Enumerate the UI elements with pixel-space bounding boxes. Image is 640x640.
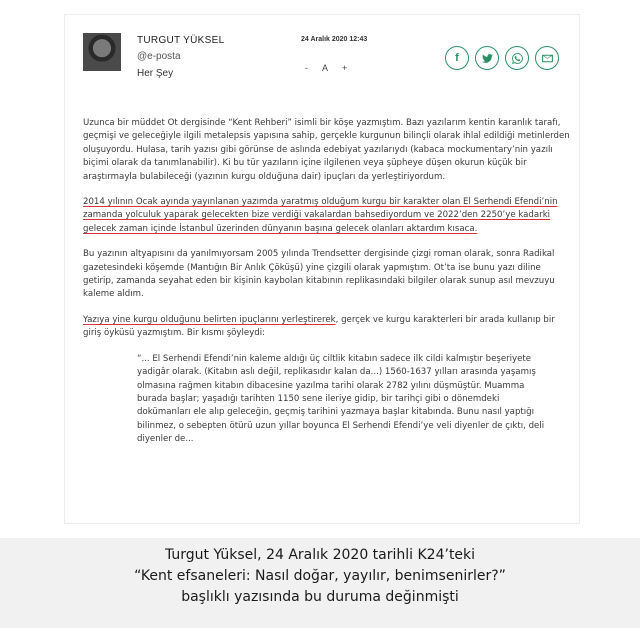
image-caption <box>0 538 640 628</box>
author-email[interactable]: @e-posta <box>137 51 181 62</box>
block-quote: “... El Serhendi Efendi’nin kaleme aldığı üç ciltlik kitabın sadece ilk cildi kalmıştır beşeriyete yadigâr olarak. (Kitabın aslı değil, replikasıdır kalan da...) 1560-1637 yılları arasında yaşamış olmasına rağmen kitabın dibacesine yazılma tarihi olarak 2782 yılını düşmüştür. Muamma burada başlar; yaşadığı tarihten 1150 sene ileriye gidip, bir tarihçi gibi o dönemdeki dokümanları ele alıp geleceğin, geçmiş tarihini yazmaya başlar kitabında. Bunu nasıl yaptığı bilinmez, o sebepten ötürü uzun yıllar boyunca El Serhendi Efendi’ye veli diyenler de çıktı, deli diyenler de... <box>137 353 545 445</box>
font-increase-button[interactable]: + <box>342 63 348 73</box>
email-share-button[interactable] <box>535 46 559 70</box>
author-avatar[interactable] <box>83 33 121 71</box>
share-buttons <box>445 46 559 70</box>
author-category[interactable]: Her Şey <box>137 68 174 79</box>
paragraph-intro: Uzunca bir müddet Ot dergisinde “Kent Rehberi” isimli bir köşe yazmıştım. Bazı yazılarım kentin karanlık tarafı, geçmişi ve geleceğiyle ilgili metalepsis yapısına sahip, gerçekle kurgunun bilinçli olarak ihlal edildiği metinlerden oluşuyordu. Hulasa, tarih yazısı gibi görünse de aslında edebiyat yazılarıydı (kabaca mockumentary’nin yazılı biçimi olarak da tanımlanabilir). Ki bu tür yazıların içine ilgilenen veya şüpheye düşen okurun küçük bir araştırmayla bulabileceği (yazının kurgu olduğuna dair) ipuçları da yerleştiriyordum. <box>83 118 570 182</box>
article-card <box>64 14 580 524</box>
author-name[interactable]: TURGUT YÜKSEL <box>137 35 225 46</box>
twitter-icon <box>481 52 494 65</box>
twitter-share-button[interactable] <box>475 46 499 70</box>
font-size-controls <box>305 63 347 73</box>
caption-line-2: “Kent efsaneleri: Nasıl doğar, yayılır, benimsenirler?” <box>134 568 506 584</box>
paragraph-clues <box>83 314 571 341</box>
paragraph-clues-rest: , gerçek ve kurgu karakterleri bir arada kullanıp bir giriş öyküsü yazmıştım. Bir kısmı şöyleydi: <box>83 314 555 339</box>
article-header <box>65 15 579 95</box>
paragraph-background: Bu yazının altyapısını da yanılmıyorsam 2005 yılında Trendsetter dergisinde çizgi roman olarak, sonra Radikal gazetesindeki köşemde (Mantığın Bir Anlık Çöküşü) yine çizgili olarak yapmıştım. Ot’ta ise bunu yazı diline getirip, zamanda seyahat eden bir kişinin kaybolan kitabının replikasındaki bilgiler olarak sunup asıl mevzuyu kaleme aldım. <box>83 249 555 300</box>
whatsapp-icon <box>511 52 524 65</box>
highlighted-phrase: Yazıya yine kurgu olduğunu belirten ipuçlarını yerleştirerek <box>83 314 336 325</box>
facebook-icon: f <box>455 52 459 64</box>
envelope-icon <box>541 52 554 65</box>
whatsapp-share-button[interactable] <box>505 46 529 70</box>
caption-line-1: Turgut Yüksel, 24 Aralık 2020 tarihli K24’teki <box>164 547 476 563</box>
article-body <box>83 117 571 447</box>
font-decrease-button[interactable]: - <box>305 63 308 73</box>
facebook-share-button[interactable] <box>445 46 469 70</box>
article-date: 24 Aralık 2020 12:43 <box>301 36 368 43</box>
caption-line-3: başlıklı yazısında bu duruma değinmişti <box>181 589 459 605</box>
font-reset-button[interactable]: A <box>322 63 329 73</box>
paragraph-story: 2014 yılının Ocak ayında yayınlanan yazımda yaratmış olduğum kurgu bir karakter olan El Serhendi Efendi’nin zamanda yolculuk yaparak gelecekten bize verdiği vakalardan bahsediyordum ve 2022’den 2250’ye kadarki gelecek zaman içinde İstanbul üzerinden dünyanın başına gelecek olanları aktardım kısaca. <box>83 197 558 234</box>
